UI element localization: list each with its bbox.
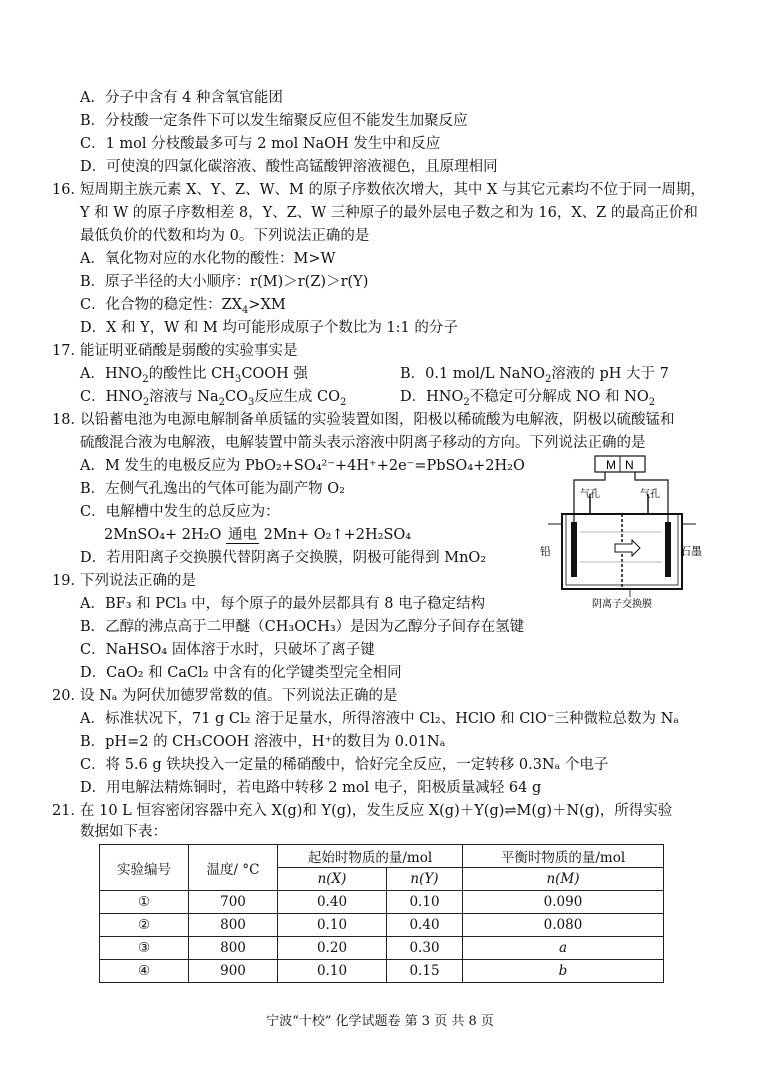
- table-row: [100, 960, 664, 983]
- table-cell: ①: [100, 891, 189, 914]
- terminal-n: N: [625, 458, 634, 472]
- q20-number: 20．: [52, 688, 85, 704]
- left-vent-label: 气孔: [580, 489, 600, 500]
- q21-stem-1: 在 10 L 恒容密闭容器中充入 X(g)和 Y(g)，发生反应 X(g)＋Y(g)⇌M(g)＋N(g)，所得实验: [80, 803, 673, 819]
- table-cell: a: [463, 937, 664, 960]
- q16-option-d: D．X 和 Y，W 和 M 均可能形成原子个数比为 1:1 的分子: [80, 320, 458, 336]
- header-initial-amount: 起始时物质的量/mol: [278, 845, 463, 868]
- table-cell: 700: [189, 891, 278, 914]
- q19-option-c: C．NaHSO₄ 固体溶于水时，只破坏了离子键: [80, 642, 375, 658]
- q21-number: 21．: [52, 803, 85, 819]
- table-cell: 800: [189, 937, 278, 960]
- q20-option-c: C．将 5.6 g 铁块投入一定量的稀硝酸中，恰好完全反应，一定转移 0.3Nₐ 个电子: [80, 757, 609, 773]
- electrolysis-condition: 通电: [227, 527, 257, 543]
- right-electrode-label: 石墨: [680, 545, 702, 558]
- q17-number: 17．: [52, 343, 85, 359]
- membrane-label: 阴离子交换膜: [592, 599, 652, 610]
- page-footer: 宁波“十校” 化学试题卷 第 3 页 共 8 页: [266, 1014, 494, 1029]
- table-cell: 0.20: [278, 937, 387, 960]
- q19-option-a: A．BF₃ 和 PCl₃ 中，每个原子的最外层都具有 8 电子稳定结构: [80, 596, 486, 612]
- header-nm: n(M): [463, 868, 664, 891]
- header-ny: n(Y): [387, 868, 463, 891]
- q17-option-a: A．$HNO_2$的酸性比 $CH_3COOH$ 强: [80, 366, 308, 385]
- q16-number: 16．: [52, 182, 85, 198]
- terminal-m: M: [606, 458, 616, 472]
- q21-stem-2: 数据如下表：: [80, 824, 167, 840]
- q16-option-c: C．化合物的稳定性：$ZX_4>XM$: [80, 297, 286, 316]
- table-cell: 0.40: [278, 891, 387, 914]
- table-cell: 0.10: [278, 914, 387, 937]
- q18-equation: 2MnSO₄+ 2H₂O 通电 2Mn+ O₂↑+2H₂SO₄: [104, 527, 412, 543]
- q20-option-a: A．标准状况下，71 g Cl₂ 溶于足量水，所得溶液中 Cl₂、HClO 和 ClO⁻三种微粒总数为 Nₐ: [80, 711, 679, 727]
- q15-option-c: C．1 mol 分枝酸最多可与 2 mol NaOH 发生中和反应: [80, 136, 441, 152]
- q15-option-d: D．可使溴的四氯化碳溶液、酸性高锰酸钾溶液褪色，且原理相同: [80, 159, 498, 175]
- left-electrode-label: 铅: [540, 545, 551, 558]
- table-row: [100, 891, 664, 914]
- q18-option-c: C．电解槽中发生的总反应为：: [80, 504, 280, 520]
- table-cell: ②: [100, 914, 189, 937]
- table-cell: 800: [189, 914, 278, 937]
- header-nx: n(X): [278, 868, 387, 891]
- q19-number: 19．: [52, 573, 85, 589]
- q17-option-b: B．0.1 mol/L NaNO$_2$溶液的 pH 大于 7: [400, 366, 669, 385]
- table-cell: 0.30: [387, 937, 463, 960]
- table-cell: 0.15: [387, 960, 463, 983]
- q20-option-b: B．pH=2 的 CH₃COOH 溶液中，H⁺的数目为 0.01Nₐ: [80, 734, 446, 750]
- q15-option-b: B．分枝酸一定条件下可以发生缩聚反应但不能发生加聚反应: [80, 113, 468, 129]
- table-cell: 0.40: [387, 914, 463, 937]
- table-cell: 0.080: [463, 914, 664, 937]
- q15-option-a: A．分子中含有 4 种含氧官能团: [80, 90, 283, 106]
- q18-option-d: D．若用阳离子交换膜代替阴离子交换膜，阴极可能得到 MnO₂: [80, 550, 487, 566]
- header-experiment-id: 实验编号: [100, 845, 189, 891]
- table-row: [100, 914, 664, 937]
- q16-stem-3: 最低负价的代数和均为 0。下列说法正确的是: [80, 228, 370, 244]
- q17-stem: 能证明亚硝酸是弱酸的实验事实是: [80, 343, 298, 359]
- q18-option-b: B．左侧气孔逸出的气体可能为副产物 O₂: [80, 481, 345, 497]
- table-cell: 0.10: [278, 960, 387, 983]
- experiment-data-table: [99, 844, 664, 983]
- q19-option-b: B．乙醇的沸点高于二甲醚（CH₃OCH₃）是因为乙醇分子间存在氢键: [80, 619, 525, 635]
- q18-number: 18．: [52, 412, 85, 428]
- electrolysis-apparatus-diagram: [540, 452, 705, 612]
- right-vent-label: 气孔: [640, 489, 660, 500]
- q16-option-b: B．原子半径的大小顺序：r(M)＞r(Z)＞r(Y): [80, 274, 369, 290]
- q16-stem-1: 短周期主族元素 X、Y、Z、W、M 的原子序数依次增大，其中 X 与其它元素均不位于同一周期，: [80, 182, 705, 198]
- table-cell: ③: [100, 937, 189, 960]
- q16-option-a: A．氧化物对应的水化物的酸性：M>W: [80, 251, 336, 267]
- anion-migration-arrow: [615, 540, 640, 556]
- q20-stem: 设 Nₐ 为阿伏加德罗常数的值。下列说法正确的是: [80, 688, 398, 704]
- q18-option-a: A．M 发生的电极反应为 PbO₂+SO₄²⁻+4H⁺+2e⁻=PbSO₄+2H₂O: [80, 458, 525, 474]
- q16-stem-2: Y 和 W 的原子序数相差 8，Y、Z、W 三种原子的最外层电子数之和为 16，X、Z 的最高正价和: [80, 205, 698, 221]
- q19-stem: 下列说法正确的是: [80, 573, 196, 589]
- q19-option-d: D．CaO₂ 和 CaCl₂ 中含有的化学键类型完全相同: [80, 665, 402, 681]
- table-cell: 0.10: [387, 891, 463, 914]
- q20-option-d: D．用电解法精炼铜时，若电路中转移 2 mol 电子，阳极质量减轻 64 g: [80, 780, 542, 796]
- table-cell: 0.090: [463, 891, 664, 914]
- header-temperature: 温度/ °C: [189, 845, 278, 891]
- q17-option-c: C．$HNO_2$溶液与 $Na_2CO_3$反应生成 $CO_2$: [80, 389, 347, 408]
- table-cell: 900: [189, 960, 278, 983]
- table-cell: ④: [100, 960, 189, 983]
- q17-option-d: D．$HNO_2$不稳定可分解成 NO 和 $NO_2$: [400, 389, 656, 408]
- table-cell: b: [463, 960, 664, 983]
- header-equilibrium-amount: 平衡时物质的量/mol: [463, 845, 664, 868]
- table-row: [100, 937, 664, 960]
- q18-stem-1: 以铅蓄电池为电源电解制备单质锰的实验装置如图，阳极以稀硫酸为电解液，阴极以硫酸锰和: [80, 412, 675, 428]
- q18-stem-2: 硫酸混合液为电解液，电解装置中箭头表示溶液中阴离子移动的方向。下列说法正确的是: [80, 435, 646, 451]
